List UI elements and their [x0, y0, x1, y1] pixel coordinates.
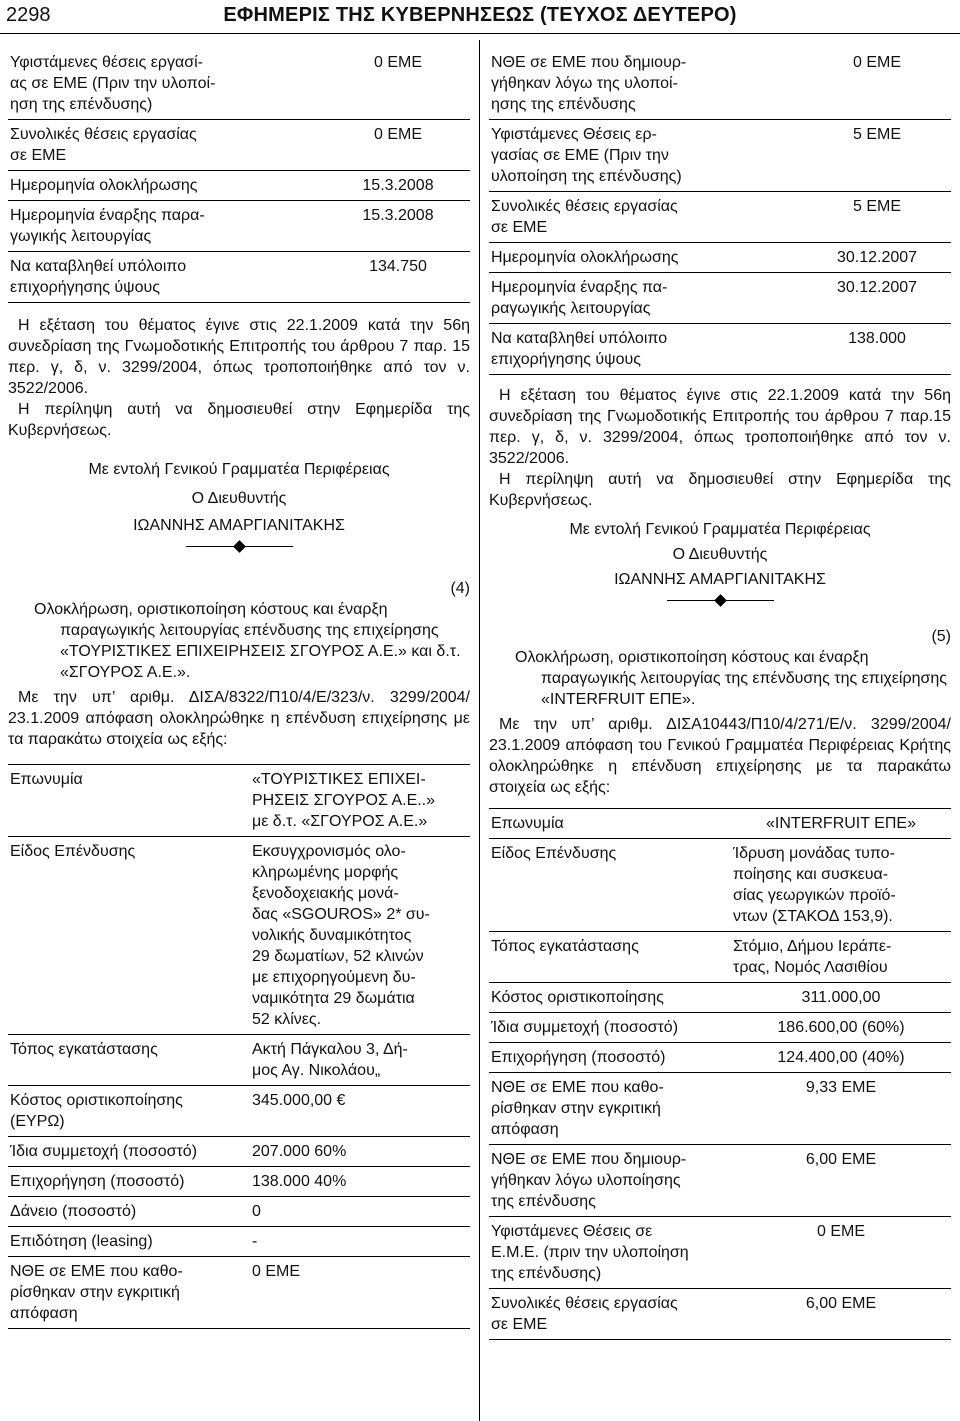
row-value: 15.3.2008 — [322, 171, 470, 201]
row-label: Υφιστάμενες θέσεις εργασί- ας σε ΕΜΕ (Πριν την υλοποί- ηση της επένδυσης) — [8, 48, 322, 120]
row-label: Επιχορήγηση (ποσοστό) — [8, 1167, 246, 1197]
row-label: Ημερομηνία ολοκλήρωσης — [8, 171, 322, 201]
table-row — [8, 1035, 470, 1086]
gazette-title: ΕΦΗΜΕΡΙΣ ΤΗΣ ΚΥΒΕΡΝΗΣΕΩΣ (ΤΕΥΧΟΣ ΔΕΥΤΕΡΟ) — [223, 4, 737, 26]
table-row — [8, 837, 470, 1035]
row-label: ΝΘΕ σε ΕΜΕ που καθο- ρίσθηκαν στην εγκριτική απόφαση — [489, 1073, 727, 1145]
row-label: Ίδια συμμετοχή (ποσοστό) — [489, 1013, 727, 1043]
row-value: Ίδρυση μονάδας τυπο- ποίησης και συσκευα- σίας γεωργικών προϊό- ντων (ΣΤΑΚΟΔ 153,9). — [727, 839, 951, 932]
row-label: Συνολικές θέσεις εργασίας σε ΕΜΕ — [489, 192, 799, 243]
table-row — [8, 1197, 470, 1227]
table-row — [489, 324, 951, 375]
row-label: Επωνυμία — [489, 809, 727, 839]
table-row — [8, 1086, 470, 1137]
diamond-icon — [233, 540, 246, 553]
row-label: Επιχορήγηση (ποσοστό) — [489, 1043, 727, 1073]
row-label: Να καταβληθεί υπόλοιπο επιχορήγησης ύψους — [489, 324, 799, 375]
right-item-number: (5) — [931, 628, 951, 645]
row-value: «ΤΟΥΡΙΣΤΙΚΕΣ ΕΠΙΧΕΙ- ΡΗΣΕΙΣ ΣΓΟΥΡΟΣ Α.Ε..» με δ.τ. «ΣΓΟΥΡΟΣ Α.Ε.» — [246, 765, 470, 837]
table-row — [8, 201, 470, 252]
table-row — [489, 1217, 951, 1289]
table-row — [489, 1289, 951, 1340]
table-row — [8, 48, 470, 120]
left-signature-line1: Με εντολή Γενικού Γραμματέα Περιφέρειας — [88, 461, 390, 478]
row-value: 186.600,00 (60%) — [727, 1013, 951, 1043]
left-signature-name: ΙΩΑΝΝΗΣ ΑΜΑΡΓΙΑΝΙΤΑΚΗΣ — [133, 517, 345, 534]
row-label: Ημερομηνία έναρξης παρα- γωγικής λειτουργίας — [8, 201, 322, 252]
row-label: Κόστος οριστικοποίησης — [489, 983, 727, 1013]
left-para-examination: Η εξέταση του θέματος έγινε στις 22.1.2009 κατά την 56η συνεδρίαση της Γνωμοδοτικής Επιτροπής του άρθρου 7 παρ. 15 περ. γ, δ, ν. 3299/2004, όπως τροποποιήθηκε από τον ν. 3522/2006. — [8, 317, 470, 397]
table-row — [8, 120, 470, 171]
row-label: Συνολικές θέσεις εργασίας σε ΕΜΕ — [489, 1289, 727, 1340]
right-details-table — [489, 809, 951, 1340]
row-value: 207.000 60% — [246, 1137, 470, 1167]
table-row — [489, 839, 951, 932]
table-row — [8, 1257, 470, 1329]
row-label: Ίδια συμμετοχή (ποσοστό) — [8, 1137, 246, 1167]
right-column — [489, 48, 951, 1340]
row-value: 0 ΕΜΕ — [727, 1217, 951, 1289]
row-label: Υφιστάμενες Θέσεις ερ- γασίας σε ΕΜΕ (Πριν την υλοποίηση της επένδυσης) — [489, 120, 799, 192]
row-label: Να καταβληθεί υπόλοιπο επιχορήγησης ύψους — [8, 252, 322, 303]
row-value: 138.000 40% — [246, 1167, 470, 1197]
row-label: Τόπος εγκατάστασης — [489, 932, 727, 983]
row-value: - — [246, 1227, 470, 1257]
table-row — [489, 1073, 951, 1145]
table-row — [489, 192, 951, 243]
left-signature-line2: Ο Διευθυντής — [191, 490, 287, 507]
row-label: Υφιστάμενες Θέσεις σε Ε.Μ.Ε. (πριν την υλοποίηση της επένδυσης) — [489, 1217, 727, 1289]
row-value: 15.3.2008 — [322, 201, 470, 252]
table-row — [8, 1137, 470, 1167]
row-label: Τόπος εγκατάστασης — [8, 1035, 246, 1086]
column-divider — [479, 40, 480, 1421]
table-row — [489, 120, 951, 192]
row-label: Επιδότηση (leasing) — [8, 1227, 246, 1257]
page-number: 2298 — [6, 4, 51, 26]
table-row — [8, 252, 470, 303]
left-summary-table — [8, 48, 470, 303]
right-heading: Ολοκλήρωση, οριστικοποίηση κόστους και έναρξη παραγωγικής λειτουργίας της επένδυσης της επιχείρησης «INTERFRUIT ΕΠΕ». — [515, 649, 947, 708]
row-value: 6,00 ΕΜΕ — [727, 1289, 951, 1340]
row-value: 138.000 — [799, 324, 951, 375]
diamond-icon — [714, 594, 727, 607]
table-row — [489, 809, 951, 839]
row-label: ΝΘΕ σε ΕΜΕ που καθο- ρίσθηκαν στην εγκριτική απόφαση — [8, 1257, 246, 1329]
row-value: 134.750 — [322, 252, 470, 303]
table-row — [489, 983, 951, 1013]
right-signature-line2: Ο Διευθυντής — [672, 546, 768, 563]
row-value: 30.12.2007 — [799, 243, 951, 273]
left-heading: Ολοκλήρωση, οριστικοποίηση κόστους και έναρξη παραγωγικής λειτουργίας επένδυσης της επιχείρησης «ΤΟΥΡΙΣΤΙΚΕΣ ΕΠΙΧΕΙΡΗΣΕΙΣ ΣΓΟΥΡΟΣ Α.Ε.» και δ.τ. «ΣΓΟΥΡΟΣ Α.Ε.». — [34, 601, 461, 681]
row-value: 0 ΕΜΕ — [246, 1257, 470, 1329]
right-para-publication: Η περίληψη αυτή να δημοσιευθεί στην Εφημερίδα της Κυβερνήσεως. — [489, 471, 951, 509]
right-signature-name: ΙΩΑΝΝΗΣ ΑΜΑΡΓΙΑΝΙΤΑΚΗΣ — [614, 571, 826, 588]
row-label: Κόστος οριστικοποίησης (ΕΥΡΩ) — [8, 1086, 246, 1137]
left-item-number: (4) — [450, 580, 470, 597]
row-value: 124.400,00 (40%) — [727, 1043, 951, 1073]
row-value: Ακτή Πάγκαλου 3, Δή- μος Αγ. Νικολάου„ — [246, 1035, 470, 1086]
row-label: ΝΘΕ σε ΕΜΕ που δημιουρ- γήθηκαν λόγω της υλοποί- ησης της επένδυσης — [489, 48, 799, 120]
row-label: Είδος Επένδυσης — [8, 837, 246, 1035]
row-label: Επωνυμία — [8, 765, 246, 837]
row-value: 0 ΕΜΕ — [322, 120, 470, 171]
row-label: ΝΘΕ σε ΕΜΕ που δημιουρ- γήθηκαν λόγω υλοποίησης της επένδυσης — [489, 1145, 727, 1217]
right-para-examination: Η εξέταση του θέματος έγινε στις 22.1.2009 κατά την 56η συνεδρίαση της Γνωμοδοτικής Επιτροπής του άρθρου 7 παρ.15 περ. γ, δ, ν. 3299/2004, όπως τροποποιήθηκε από τον ν. 3522/2006. — [489, 387, 951, 467]
table-row — [8, 171, 470, 201]
row-label: Ημερομηνία έναρξης πα- ραγωγικής λειτουργίας — [489, 273, 799, 324]
right-summary-table — [489, 48, 951, 375]
table-row — [489, 1013, 951, 1043]
row-value: 5 ΕΜΕ — [799, 192, 951, 243]
left-para-decision: Με την υπ’ αριθμ. ΔΙΣΑ/8322/Π10/4/Ε/323/ν. 3299/2004/ 23.1.2009 απόφαση ολοκληρώθηκε η επένδυση επιχείρησης με τα παρακάτω στοιχεία ως εξής: — [8, 689, 470, 748]
row-value: 311.000,00 — [727, 983, 951, 1013]
table-row — [489, 273, 951, 324]
row-value: 0 ΕΜΕ — [799, 48, 951, 120]
row-value: 6,00 ΕΜΕ — [727, 1145, 951, 1217]
table-row — [489, 1145, 951, 1217]
right-para-decision: Με την υπ’ αριθμ. ΔΙΣΑ10443/Π10/4/271/Ε/ν. 3299/2004/ 23.1.2009 απόφαση του Γενικού Γραμματέα Περιφέρειας Κρήτης ολοκληρώθηκε η επένδυση επιχείρησης με τα παρακάτω στοιχεία ως εξής: — [489, 716, 951, 796]
row-value: 9,33 ΕΜΕ — [727, 1073, 951, 1145]
row-value: 345.000,00 € — [246, 1086, 470, 1137]
right-signature-line1: Με εντολή Γενικού Γραμματέα Περιφέρειας — [569, 521, 871, 538]
table-row — [8, 765, 470, 837]
row-label: Είδος Επένδυσης — [489, 839, 727, 932]
table-row — [489, 48, 951, 120]
table-row — [489, 932, 951, 983]
row-value: 0 ΕΜΕ — [322, 48, 470, 120]
left-separator — [8, 540, 470, 552]
row-value: Στόμιο, Δήμου Ιεράπε- τρας, Νομός Λασιθίου — [727, 932, 951, 983]
right-separator — [489, 594, 951, 606]
table-row — [489, 1043, 951, 1073]
row-label: Ημερομηνία ολοκλήρωσης — [489, 243, 799, 273]
table-row — [8, 1227, 470, 1257]
table-row — [8, 1167, 470, 1197]
row-value: Εκσυγχρονισμός ολο- κληρωμένης μορφής ξενοδοχειακής μονά- δας «SGOUROS» 2* συ- νολικής δυναμικότητος 29 δωματίων, 52 κλινών με επιχορηγούμενη δυ- ναμικότητα 29 δωμάτια 52 κλίνες. — [246, 837, 470, 1035]
table-row — [489, 243, 951, 273]
page-header — [0, 0, 960, 32]
left-details-table — [8, 765, 470, 1329]
row-label: Συνολικές θέσεις εργασίας σε ΕΜΕ — [8, 120, 322, 171]
row-value: 0 — [246, 1197, 470, 1227]
header-rule — [0, 33, 960, 34]
row-value: «INTERFRUIT ΕΠΕ» — [727, 809, 951, 839]
row-value: 30.12.2007 — [799, 273, 951, 324]
row-label: Δάνειο (ποσοστό) — [8, 1197, 246, 1227]
row-value: 5 ΕΜΕ — [799, 120, 951, 192]
left-para-publication: Η περίληψη αυτή να δημοσιευθεί στην Εφημερίδα της Κυβερνήσεως. — [8, 401, 470, 439]
left-column — [8, 48, 470, 1329]
